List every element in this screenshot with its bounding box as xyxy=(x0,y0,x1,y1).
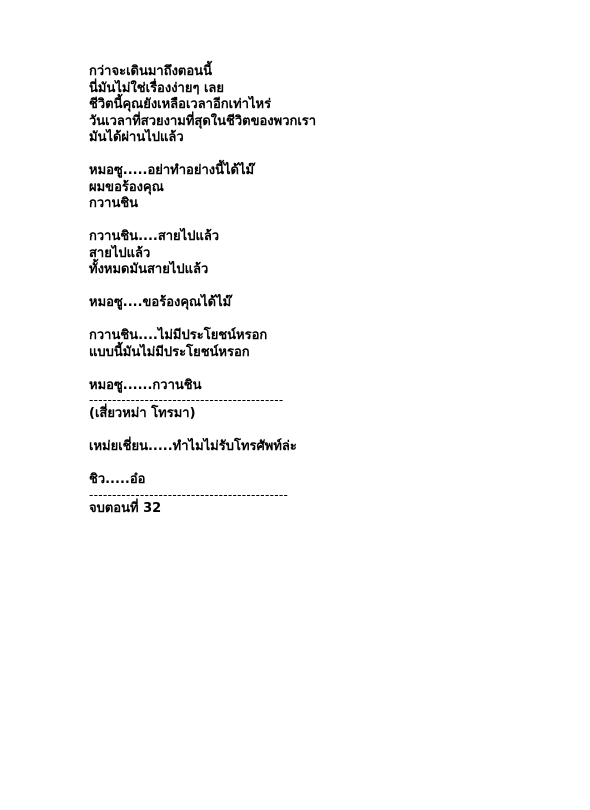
text-line: หมอซู.....อย่าทำอย่างนี้ได้ไม๊ xyxy=(89,163,255,178)
text-line: วันเวลาที่สวยงามที่สุดในชีวิตของพวกเรา xyxy=(89,113,317,129)
text-line: (เสี่ยวหม่า โทรมา) xyxy=(89,406,196,421)
text-line: ทั้งหมดมันสายไปแล้ว xyxy=(89,262,209,277)
text-line: กวานชิน xyxy=(89,196,139,211)
text-line: สายไปแล้ว xyxy=(89,245,151,261)
paragraph-8 xyxy=(89,472,549,489)
text-line: ชิว.....อ๋อ xyxy=(89,472,146,487)
text-line: หมอซู....ขอร้องคุณได้ไม๊ xyxy=(89,295,232,310)
chapter-end-text: จบตอนที่ 32 xyxy=(89,500,162,516)
paragraph-5 xyxy=(89,328,549,361)
stage-direction xyxy=(89,406,549,423)
text-line: นี่มันไม่ใช่เรื่องง่ายๆ เลย xyxy=(89,80,225,96)
text-line: กว่าจะเดินมาถึงตอนนี้ xyxy=(89,64,212,79)
separator-line: ------------------------------------------- xyxy=(89,488,289,501)
text-line: แบบนี้มันไม่มีประโยชน์หรอก xyxy=(89,344,250,360)
text-line: ชีวิตนี้คุณยังเหลือเวลาอีกเท่าไหร่ xyxy=(89,97,272,112)
chapter-end xyxy=(89,501,549,518)
text-line: มันได้ผ่านไปแล้ว xyxy=(89,130,184,145)
paragraph-1 xyxy=(89,64,549,147)
text-line: กวานชิน....สายไปแล้ว xyxy=(89,229,220,244)
text-line: เหม่ยเชี่ยน.....ทำไมไม่รับโทรศัพท์ล่ะ xyxy=(89,439,297,454)
paragraph-3 xyxy=(89,229,549,279)
document-body xyxy=(89,64,549,517)
separator-line: ------------------------------------------ xyxy=(89,394,284,406)
paragraph-4 xyxy=(89,295,549,312)
text-line: ผมขอร้องคุณ xyxy=(89,179,164,195)
text-line: หมอซู......กวานชิน xyxy=(89,377,202,393)
text-line: กวานชิน....ไม่มีประโยชน์หรอก xyxy=(89,328,268,343)
paragraph-6 xyxy=(89,378,549,395)
paragraph-7 xyxy=(89,439,549,456)
paragraph-2 xyxy=(89,163,549,213)
